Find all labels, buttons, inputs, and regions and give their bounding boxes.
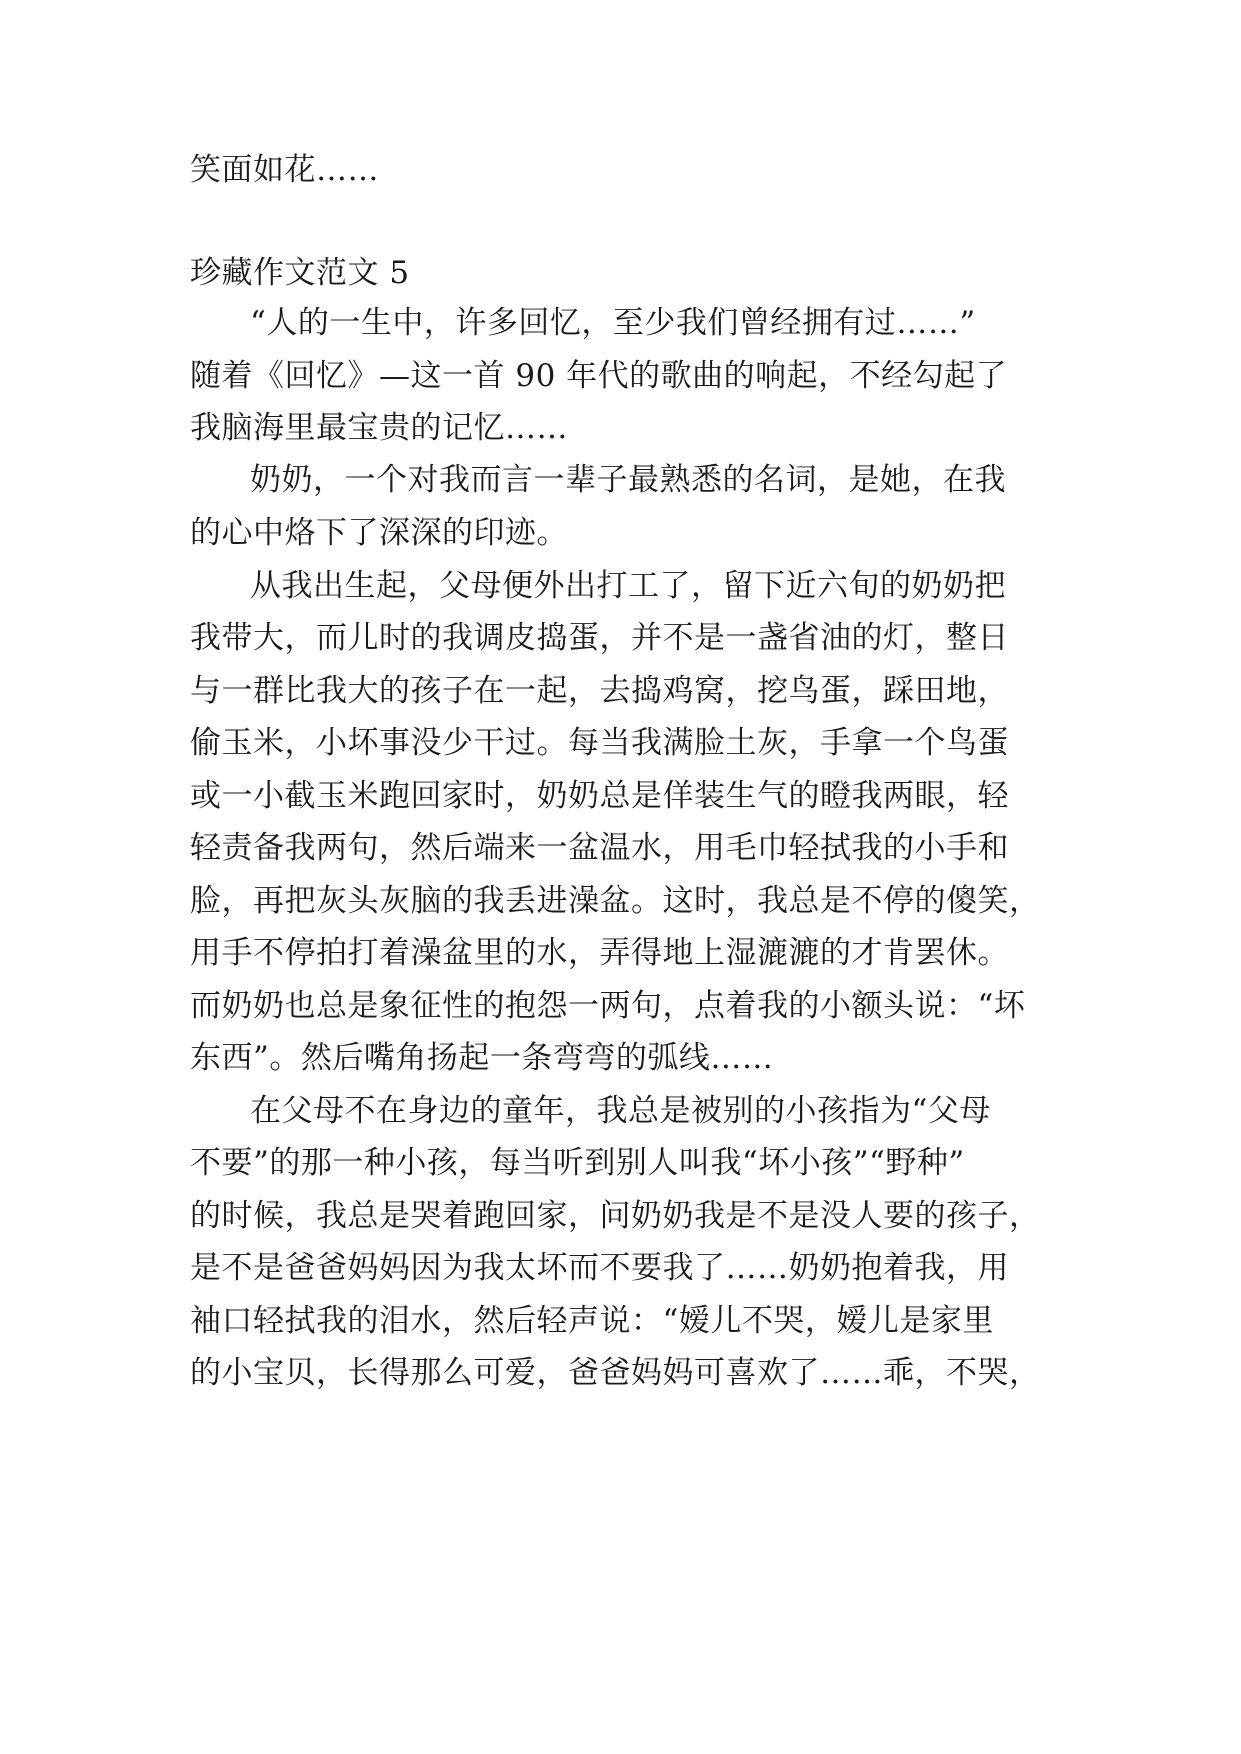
paragraph-line: 不要”的那一种小孩，每当听到别人叫我“坏小孩”“野种” bbox=[190, 1145, 965, 1181]
paragraph-line: “人的一生中，许多回忆，至少我们曾经拥有过……” bbox=[250, 305, 976, 341]
paragraph-line: 是不是爸爸妈妈因为我太坏而不要我了……奶奶抱着我，用 bbox=[190, 1250, 1009, 1286]
paragraph-line: 偷玉米，小坏事没少干过。每当我满脸土灰，手拿一个鸟蛋 bbox=[190, 725, 1009, 761]
paragraph-line: 脸，再把灰头灰脑的我丢进澡盆。这时，我总是不停的傻笑， bbox=[190, 883, 1041, 919]
paragraph-line: 的时候，我总是哭着跑回家，问奶奶我是不是没人要的孩子， bbox=[190, 1198, 1041, 1234]
paragraph-line: 我脑海里最宝贵的记忆…… bbox=[190, 410, 568, 446]
paragraph-line: 或一小截玉米跑回家时，奶奶总是佯装生气的瞪我两眼，轻 bbox=[190, 778, 1009, 814]
paragraph-line: 我带大，而儿时的我调皮捣蛋，并不是一盏省油的灯，整日 bbox=[190, 620, 1009, 656]
paragraph-line: 轻责备我两句，然后端来一盆温水，用毛巾轻拭我的小手和 bbox=[190, 830, 1009, 866]
paragraph-line: 东西”。然后嘴角扬起一条弯弯的弧线…… bbox=[190, 1040, 774, 1076]
paragraph-line: 的小宝贝，长得那么可爱，爸爸妈妈可喜欢了……乖，不哭， bbox=[190, 1355, 1041, 1391]
paragraph-line: 随着《回忆》—这一首 90 年代的歌曲的响起，不经勾起了 bbox=[190, 358, 1008, 394]
section-heading: 珍藏作文范文 5 bbox=[190, 255, 410, 291]
paragraph-line: 在父母不在身边的童年，我总是被别的小孩指为“父母 bbox=[250, 1093, 991, 1129]
top-text: 笑面如花…… bbox=[190, 152, 379, 188]
paragraph-line: 的心中烙下了深深的印迹。 bbox=[190, 515, 568, 551]
paragraph-line: 用手不停拍打着澡盆里的水，弄得地上湿漉漉的才肯罢休。 bbox=[190, 935, 1009, 971]
paragraph-line: 而奶奶也总是象征性的抱怨一两句，点着我的小额头说：“坏 bbox=[190, 988, 1026, 1024]
paragraph-line: 从我出生起，父母便外出打工了，留下近六旬的奶奶把 bbox=[250, 568, 1006, 604]
paragraph-line: 袖口轻拭我的泪水，然后轻声说：“嫒儿不哭，嫒儿是家里 bbox=[190, 1303, 994, 1339]
paragraph-line: 与一群比我大的孩子在一起，去捣鸡窝，挖鸟蛋，踩田地， bbox=[190, 673, 1009, 709]
paragraph-line: 奶奶，一个对我而言一辈子最熟悉的名词，是她，在我 bbox=[250, 462, 1006, 498]
